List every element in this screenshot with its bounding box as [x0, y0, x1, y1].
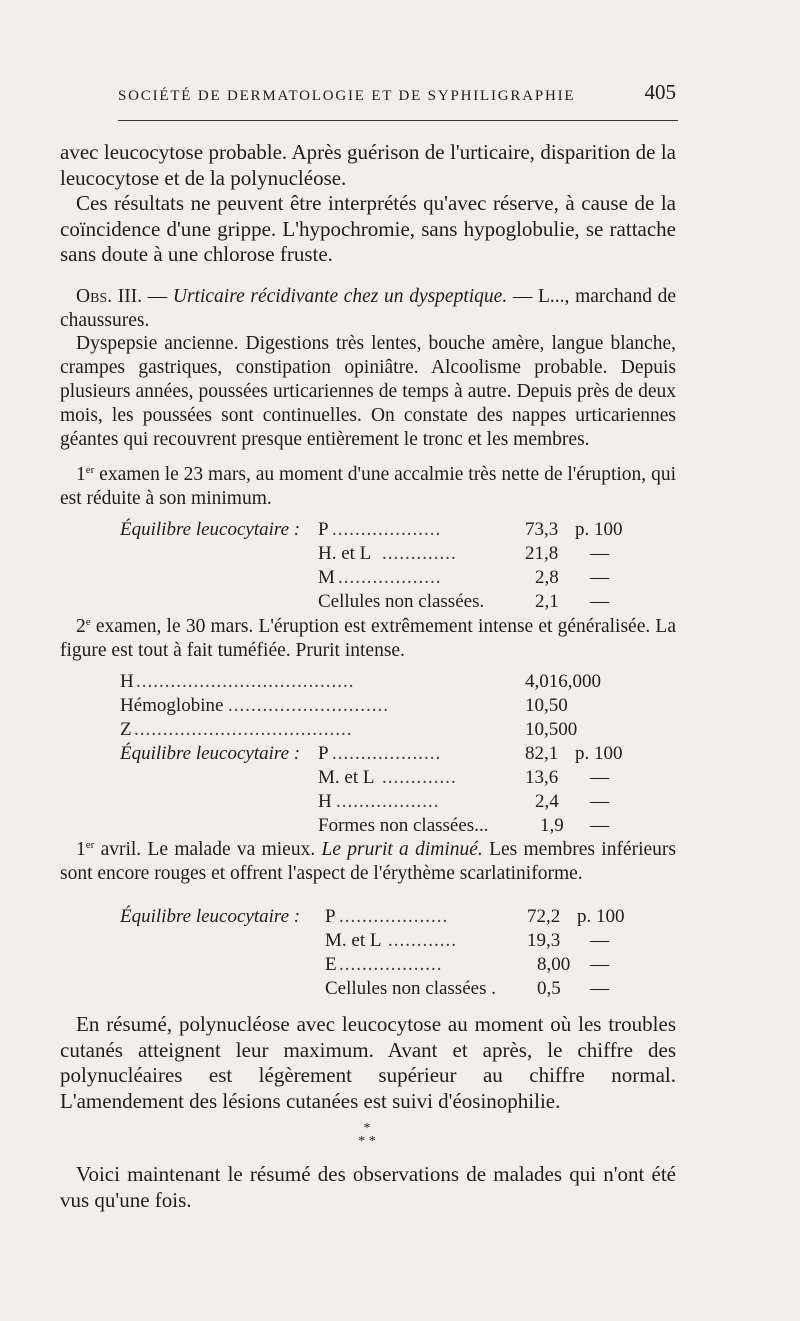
table-leucocyte-3: [120, 906, 640, 1006]
exam1-text: examen le 23 mars, au moment d'une accalmie très nette de l'éruption, qui est réduite à son minimum.: [60, 464, 676, 509]
table-row: M. et L ............. 13,6 —: [318, 767, 609, 788]
row-value: 72,2: [527, 906, 561, 927]
row-value: 10,500: [525, 719, 578, 740]
table-row: [120, 815, 640, 839]
table-row: Hémoglobine ............................ 10,50: [120, 695, 568, 716]
row-key: Cellules non classées.: [318, 591, 485, 612]
header-rule: [118, 120, 678, 121]
table-row: H. et L ............. 21,8 —: [318, 543, 609, 564]
april-lead: avril. Le malade va mieux.: [94, 839, 322, 860]
row-unit: p. 100: [577, 906, 625, 927]
running-header: [118, 80, 678, 110]
page-number: 405: [644, 80, 676, 104]
row-unit: p. 100: [575, 743, 623, 764]
april-ordinal: 1: [76, 839, 86, 860]
row-value: 1,9: [540, 815, 564, 836]
row-value: 0,5: [537, 978, 561, 999]
table-row: Z ...................................... 10,500: [120, 719, 578, 740]
row-key: P: [325, 906, 336, 927]
obs-title: Urticaire récidivante chez un dyspeptique.: [172, 286, 508, 307]
table-leucocyte-2: [120, 671, 640, 836]
table2-label: Équilibre leucocytaire :: [120, 743, 301, 764]
row-unit: —: [590, 543, 609, 564]
row-value: 8,00: [537, 954, 571, 975]
row-key: P: [318, 743, 329, 764]
row-key: Formes non classées...: [318, 815, 489, 836]
running-title: SOCIÉTÉ DE DERMATOLOGIE ET DE SYPHILIGRAPHIE: [118, 88, 576, 104]
paragraph-exam-1: [60, 463, 676, 511]
april-ordinal-suffix: er: [85, 839, 95, 851]
exam2-text: examen, le 30 mars. L'éruption est extrêmement intense et généralisée. La figure est tout à fait tuméfiée. Prurit intense.: [60, 616, 676, 661]
obs-rest: — L..., marchand de chaussures.: [60, 286, 677, 331]
exam1-ordinal-suffix: er: [85, 464, 95, 476]
exam2-ordinal: 2: [76, 616, 86, 637]
row-value: 21,8: [525, 543, 559, 564]
table-row: P ................... 73,3 p. 100: [318, 519, 623, 540]
april-rest: Les membres inférieurs sont encore rouges et offrent l'aspect de l'érythème scarlatiniforme.: [60, 839, 676, 884]
row-unit: —: [590, 954, 609, 975]
row-key: Cellules non classées .: [325, 978, 496, 999]
row-key: M: [318, 567, 335, 588]
row-value: 13,6: [525, 767, 559, 788]
paragraph-april: [60, 838, 676, 886]
table-row: H ...................................... 4,016,000: [120, 671, 601, 692]
row-key: M. et L: [325, 930, 382, 951]
row-value: 19,3: [527, 930, 561, 951]
row-value: 2,8: [535, 567, 559, 588]
section-separator: [352, 1122, 382, 1148]
table3-label: Équilibre leucocytaire :: [120, 906, 301, 927]
table-row: H .................. 2,4 —: [318, 791, 609, 812]
separator-bottom-stars: * *: [358, 1134, 376, 1149]
exam2-ordinal-suffix: e: [85, 616, 91, 628]
row-key: Hémoglobine: [120, 695, 224, 716]
observation-heading: [60, 285, 676, 333]
row-key: Z: [120, 719, 132, 740]
paragraph-interpretation: Ces résultats ne peuvent être interprétés qu'avec réserve, à cause de la coïncidence d'une grippe. L'hypochromie, sans hypoglobulie, se rattache sans doute à une chlorose fruste.: [60, 191, 676, 266]
table-row: E .................. 8,00 —: [325, 954, 609, 975]
row-unit: —: [590, 930, 609, 951]
exam1-ordinal: 1: [76, 464, 86, 485]
row-key: H: [318, 791, 332, 812]
row-unit: p. 100: [575, 519, 623, 540]
obs-dash: —: [142, 286, 173, 307]
paragraph-history: Dyspepsie ancienne. Digestions très lentes, bouche amère, langue blanche, crampes gastriques, constipation opiniâtre. Alcoolisme probable. Depuis plusieurs années, poussées urticariennes de temps à autre. Depuis près de deux mois, les poussées sont continuelles. On constate des nappes urticariennes géantes qui recouvrent presque entièrement le tronc et les membres.: [60, 333, 676, 450]
table-row: M .................. 2,8 —: [318, 567, 609, 588]
row-value: 2,1: [535, 591, 559, 612]
row-unit: —: [590, 591, 609, 612]
row-key: E: [325, 954, 337, 975]
table-row: [120, 978, 640, 1002]
row-key: H. et L: [318, 543, 372, 564]
paragraph-closing: Voici maintenant le résumé des observations de malades qui n'ont été vus qu'une fois.: [60, 1162, 676, 1212]
row-key: H: [120, 671, 134, 692]
paragraph-exam-2: [60, 615, 676, 663]
row-value: 73,3: [525, 519, 559, 540]
row-unit: —: [590, 767, 609, 788]
row-unit: —: [590, 978, 609, 999]
table-row: P ................... 72,2 p. 100: [325, 906, 625, 927]
paragraph-summary: En résumé, polynucléose avec leucocytose au moment où les troubles cutanés atteignent leur maximum. Avant et après, le chiffre des polynucléaires est légèrement supérieur au chiffre normal. L'amendement des lésions cutanées est suivi d'éosinophilie.: [60, 1012, 676, 1113]
row-key: P: [318, 519, 329, 540]
table-row: P ................... 82,1 p. 100: [318, 743, 623, 764]
april-italic: Le prurit a diminué.: [321, 839, 483, 860]
row-value: 10,50: [525, 695, 568, 716]
separator-top-star: *: [363, 1121, 371, 1136]
row-value: 2,4: [535, 791, 559, 812]
row-value: 4,016,000: [525, 671, 601, 692]
row-value: 82,1: [525, 743, 559, 764]
row-key: M. et L: [318, 767, 375, 788]
paragraph-continuation: avec leucocytose probable. Après guérison de l'urticaire, disparition de la leucocytose et de la polynucléose.: [60, 140, 676, 190]
table-leucocyte-1: [120, 519, 640, 619]
row-unit: —: [590, 791, 609, 812]
table-row: M. et L ............ 19,3 —: [325, 930, 609, 951]
obs-label: Obs. III.: [76, 286, 143, 307]
row-unit: —: [590, 815, 609, 836]
row-unit: —: [590, 567, 609, 588]
table1-label: Équilibre leucocytaire :: [120, 519, 301, 540]
table-row: [120, 591, 640, 615]
